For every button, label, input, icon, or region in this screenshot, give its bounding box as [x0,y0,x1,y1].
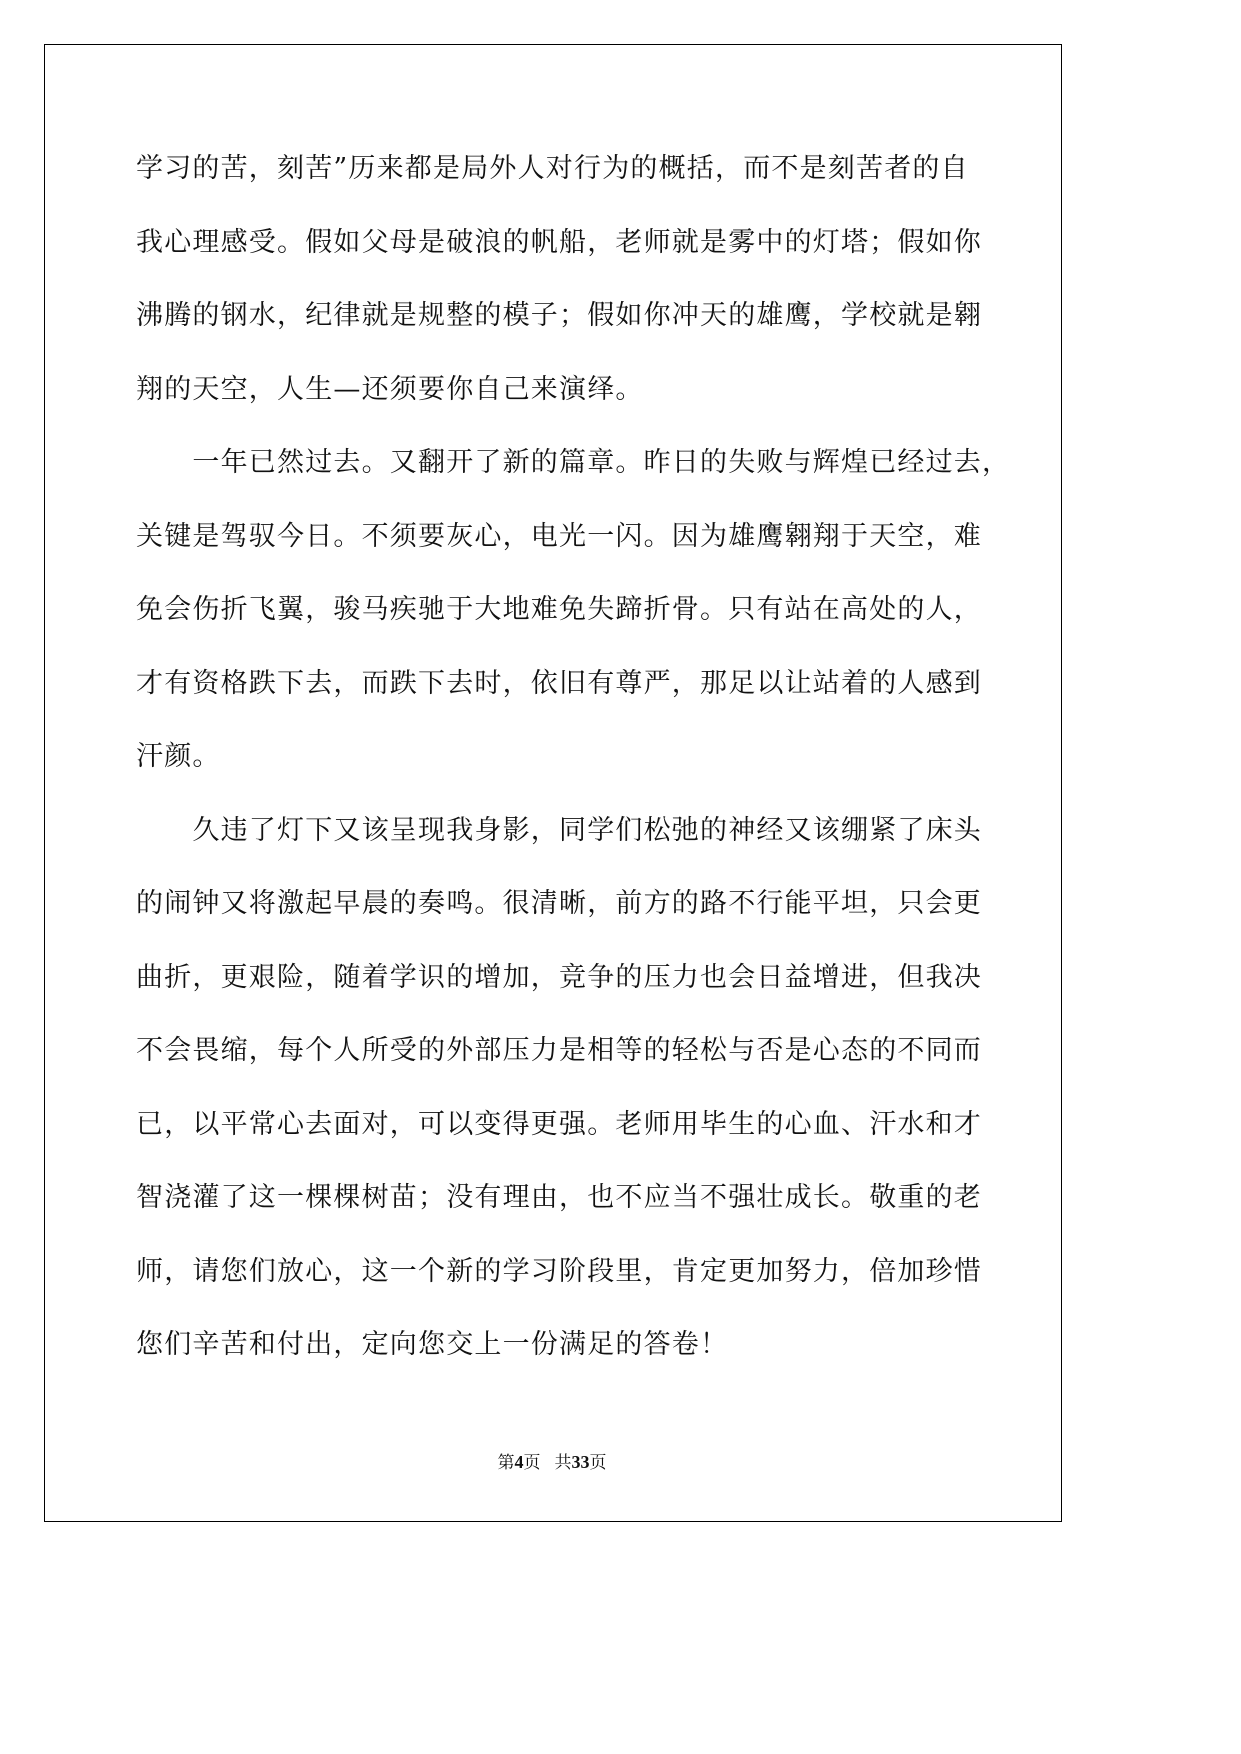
text-line: 一年已然过去。又翻开了新的篇章。昨日的失败与辉煌已经过去， [136,447,1011,478]
total-prefix: 共 [554,1453,572,1473]
text-line: 智浇灌了这一棵棵树苗；没有理由，也不应当不强壮成长。敬重的老 [136,1182,982,1213]
text-line: 我心理感受。假如父母是破浪的帆船，老师就是雾中的灯塔；假如你 [136,226,982,258]
text-line: 的闹钟又将激起早晨的奏鸣。很清晰，前方的路不行能平坦，只会更 [136,888,982,919]
text-line: 翔的天空，人生—还须要你自己来演绎。 [136,373,644,405]
text-line: 您们辛苦和付出，定向您交上一份满足的答卷！ [136,1329,729,1360]
text-line: 已，以平常心去面对，可以变得更强。老师用毕生的心血、汗水和才 [136,1108,982,1140]
text-line: 师，请您们放心，这一个新的学习阶段里，肯定更加努力，倍加珍惜 [136,1255,982,1287]
text-line: 免会伤折飞翼，骏马疾驰于大地难免失蹄折骨。只有站在高处的人， [136,594,982,625]
text-line: 曲折，更艰险，随着学识的增加，竞争的压力也会日益增进，但我决 [136,961,982,993]
text-line: 久违了灯下又该呈现我身影，同学们松弛的神经又该绷紧了床头 [136,814,982,846]
page-prefix: 第 [497,1453,515,1473]
text-line: 学习的苦，刻苦”历来都是局外人对行为的概括，而不是刻苦者的自 [136,153,969,184]
page-current: 4 [514,1452,524,1472]
document-body [136,132,1011,1382]
text-line: 关键是驾驭今日。不须要灰心，电光一闪。因为雄鹰翱翔于天空，难 [136,520,982,552]
text-line: 不会畏缩，每个人所受的外部压力是相等的轻松与否是心态的不同而 [136,1035,982,1066]
text-line: 汗颜。 [136,741,221,772]
page-footer [0,1448,1104,1473]
page-suffix: 页 [523,1453,541,1473]
page-total: 33 [571,1452,590,1472]
text-line: 沸腾的钢水，纪律就是规整的模子；假如你冲天的雄鹰，学校就是翱 [136,300,982,331]
text-line: 才有资格跌下去，而跌下去时，依旧有尊严，那足以让站着的人感到 [136,667,982,699]
total-suffix: 页 [589,1453,607,1473]
